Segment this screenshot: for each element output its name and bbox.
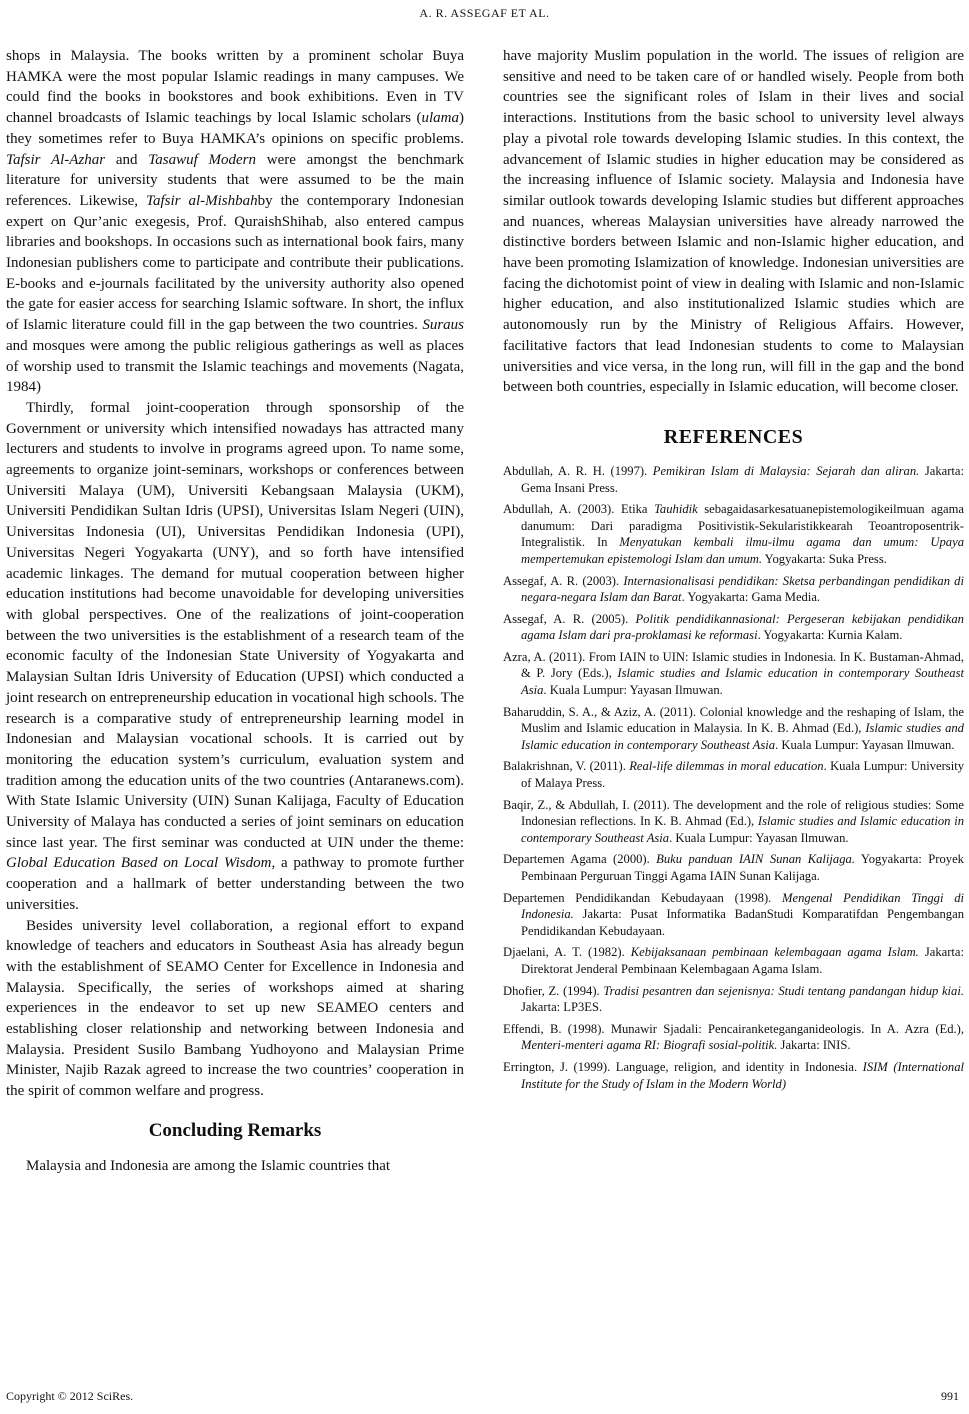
reference-entry: [503, 1021, 964, 1054]
text-run: Departemen Agama (2000).: [503, 852, 657, 867]
italic-text: Pemikiran Islam di Malaysia: Sejarah dan aliran.: [652, 463, 920, 478]
reference-entry: [503, 758, 964, 791]
reference-entry: [503, 501, 964, 567]
text-run: by the contemporary Indonesian expert on Qur’anic exegesis, Prof. QuraishShihab, also entered campus libraries and bookshops. In occasions such as international book fairs, many Indonesian publishers come to participate and contribute their publications. E-books and e-journals facilitated by the university authority also opened the gate for easier access for searching Islamic software. In short, the influx of Islamic literature could fill in the gap between the two countries.: [6, 192, 464, 334]
references-heading: REFERENCES: [663, 425, 804, 448]
italic-text: ulama: [421, 110, 459, 127]
section-heading: Concluding Remarks: [148, 1119, 322, 1141]
text-run: Azra, A. (2011). From IAIN to UIN: Islamic studies in Indonesia. In K. Bustaman-Ahmad, & P. Jory (Eds.),: [503, 649, 964, 681]
text-run: Besides university level collaboration, a regional effort to expand knowledge of teachers and educators in Southeast Asia has already begun with the establishment of SEAMO Center for Excellence in Indonesia and Malaysia. Specifically, the series of workshops aimed at sharing experiences in the endeavor to set up new SEAMEO centers and establishing closer relationship and networking between Indonesia and Malaysia. President Susilo Bambang Yudhoyono and Malaysian Prime Minister, Najib Razak agreed to increase the two countries’ cooperation in the spirit of common welfare and progress.: [6, 917, 464, 1100]
left-column: [6, 46, 464, 1177]
reference-list: [503, 463, 964, 1092]
text-run: and mosques were among the public religious gatherings as well as places of worship used to transmit the Islamic teachings and movements (Nagata, 1984): [6, 337, 464, 396]
italic-text: ISIM (International Institute for the Study of Islam in the Modern World): [521, 1059, 964, 1091]
text-run: Assegaf, A. R. (2003).: [503, 573, 624, 588]
copyright-notice: Copyright © 2012 SciRes.: [6, 1389, 134, 1403]
text-run: sebagaidasarkesatuanepistemologikeilmuan agama danumum: Dari paradigma Positivistik-Sekularistikkearah Teoantroposentrik-Integralistik. In: [521, 502, 964, 550]
text-run: Baharuddin, S. A., & Aziz, A. (2011). Colonial knowledge and the reshaping of Islam, the Muslim and Islamic education in Malaysia. In K. B. Ahmad (Ed.),: [503, 704, 964, 736]
text-run: Jakarta: Direktorat Jenderal Pembinaan Kelembagaan Agama Islam.: [521, 945, 964, 976]
text-run: ) they sometimes refer to Buya HAMKA’s opinions on specific problems.: [6, 110, 464, 147]
reference-entry: [503, 797, 964, 847]
italic-text: Tradisi pesantren dan sejenisnya: Studi tentang pandangan hidup kiai.: [603, 983, 964, 998]
reference-entry: [503, 611, 964, 644]
text-run: Baqir, Z., & Abdullah, I. (2011). The development and the role of religious studies: Some Indonesian reflections. In K. B. Ahmad (Ed.),: [503, 797, 964, 829]
text-run: Abdullah, A. (2003). Etika: [503, 502, 655, 517]
body-paragraph: [6, 46, 464, 398]
italic-text: Politik pendidikannasional: Pergeseran kebijakan pendidikan agama Islam dari pra-proklamasi ke reformasi: [521, 611, 964, 643]
italic-text: Islamic studies and Islamic education in contemporary Southeast Asia: [521, 666, 964, 698]
text-run: Yogyakarta: Proyek Pembinaan Perguruan Tinggi Agama IAIN Sunan Kalijaga.: [521, 852, 964, 884]
reference-entry: [503, 704, 964, 754]
text-run: . Kuala Lumpur: University of Malaya Press.: [521, 759, 964, 791]
reference-entry: [503, 573, 964, 606]
italic-text: Tauhidik: [654, 502, 698, 517]
text-run: Assegaf, A. R. (2005).: [503, 611, 636, 626]
italic-text: Tafsir al-Mishbah: [146, 192, 258, 209]
reference-entry: [503, 983, 964, 1016]
text-run: . Kuala Lumpur: Yayasan Ilmuwan.: [543, 683, 723, 698]
text-run: . Yogyakarta: Kurnia Kalam.: [757, 628, 903, 643]
italic-text: Islamic studies and Islamic education in contemporary Southeast Asia: [521, 721, 964, 752]
text-run: , a pathway to promote further cooperation and a hallmark of better understanding between the two universities.: [6, 855, 464, 913]
text-run: Errington, J. (1999). Language, religion, and identity in Indonesia.: [503, 1059, 863, 1074]
body-paragraph: [6, 916, 464, 1102]
page-number: 991: [941, 1389, 959, 1403]
body-paragraph: Malaysia and Indonesia are among the Islamic countries that: [26, 1157, 391, 1174]
italic-text: Islamic studies and Islamic education in contemporary Southeast Asia: [521, 814, 964, 845]
body-paragraph: [6, 398, 464, 916]
text-run: Djaelani, A. T. (1982).: [503, 945, 631, 960]
text-run: . Kuala Lumpur: Yayasan Ilmuwan.: [775, 737, 955, 752]
italic-text: Real-life dilemmas in moral education: [629, 759, 824, 774]
italic-text: Suraus: [422, 317, 464, 334]
reference-entry: [503, 1059, 964, 1092]
reference-entry: [503, 944, 964, 977]
italic-text: Kebijaksanaan pembinaan kelembagaan agama Islam.: [630, 945, 919, 960]
text-run: . Kuala Lumpur: Yayasan Ilmuwan.: [669, 830, 849, 845]
text-run: Jakarta: Gema Insani Press.: [521, 463, 964, 495]
reference-entry: [503, 649, 964, 699]
reference-entry: [503, 890, 964, 940]
italic-text: Mengenal Pendidikan Tinggi di Indonesia.: [521, 890, 964, 922]
right-column: [503, 46, 964, 1097]
text-run: shops in Malaysia. The books written by a prominent scholar Buya HAMKA were the most popular Islamic readings in many campuses. We could find the books in bookstores and book exhibitions. Even in TV channel broadcasts of Islamic teachings by local Islamic scholars (: [6, 48, 464, 127]
text-run: . Yogyakarta: Gama Media.: [681, 590, 821, 605]
italic-text: Global Education Based on Local Wisdom: [6, 855, 272, 872]
text-run: were amongst the benchmark literature for university students that were assumed to be the main references. Likewise,: [6, 151, 464, 209]
text-run: Effendi, B. (1998). Munawir Sjadali: Pencairanketeganganideologis. In A. Azra (Ed.),: [503, 1021, 964, 1036]
reference-entry: [503, 851, 964, 884]
italic-text: Internasionalisasi pendidikan: Sketsa perbandingan pendidikan di negara-negara Islam dan Barat: [521, 573, 964, 605]
reference-entry: [503, 463, 964, 496]
body-paragraph: have majority Muslim population in the world. The issues of religion are sensitive and need to be taken care of or handled wisely. People from both countries see the significant roles of Islam in their lives and social interactions. Institutions from the basic school to university level always play a pivotal role towards developing Islamic studies. In this context, the advancement of Islamic studies in higher education may be considered as the increasing influence of Islamic society. Malaysia and Indonesia have similar outlook towards developing Islamic studies but different approaches and nuances, whereas Malaysian universities have already narrowed the distinctive borders between Islamic and non-Islamic higher education, and have been promoting Islamization of knowledge. Indonesian universities are facing the dichotomist point of view in dealing with Islamic and non-Islamic higher education, and also institutionalized Islamic studies which are autonomously run by the Ministry of Religious Affairs. However, facilitative factors that lead Indonesian students to come to Malaysian universities and vice versa, in the long run, will fill in the gap and the bond between both countries, especially in Islamic education, will become closer.: [503, 48, 964, 396]
italic-text: Menyatukan kembali ilmu-ilmu agama dan umum: Upaya mempertemukan epistemologi Islam dan umum.: [521, 535, 964, 566]
text-run: Jakarta: INIS.: [777, 1038, 851, 1053]
text-run: Balakrishnan, V. (2011).: [503, 759, 630, 774]
text-run: Departemen Pendidikandan Kebudayaan (1998).: [503, 890, 783, 905]
running-head: A. R. ASSEGAF ET AL.: [419, 6, 550, 20]
italic-text: Tasawuf Modern: [148, 151, 257, 168]
text-run: Dhofier, Z. (1994).: [503, 983, 604, 998]
italic-text: Buku panduan IAIN Sunan Kalijaga.: [656, 852, 855, 867]
text-run: Abdullah, A. R. H. (1997).: [503, 463, 653, 478]
text-run: Yogyakarta: Suka Press.: [762, 551, 887, 566]
italic-text: Menteri-menteri agama RI: Biografi sosial-politik.: [521, 1038, 778, 1053]
text-run: Jakarta: LP3ES.: [521, 1000, 603, 1015]
text-run: Thirdly, formal joint-cooperation through sponsorship of the Government or university which intensified nowadays has attracted many lecturers and students to involve in programs agreed upon. To name some, agreements to organize joint-seminars, workshops or conferences between Universiti Malaya (UM), Universiti Kebangsaan Malaysia (UKM), Universiti Pendidikan Sultan Idris (UPSI), Universitas Islam Negeri (UIN), Universitas Indonesia (UI), Universitas Pendidikan Indonesia (UPI), Universitas Negeri Yogyakarta (UNY), and so forth have intensified academic linkages. The demand for mutual cooperation between higher education institutions had become unavoidable for developing universities with global perspectives. One of the realizations of joint-cooperation between the two universities is the establishment of a research team of the economic faculty of the Indonesian State University of Yogyakarta and Malaysian Sultan Idris University of Education (UPSI) which conducted a joint research on entrepreneurship education in vocational high schools. The research is a comparative study of entrepreneurship learning model in Indonesian and Malaysian vocational schools. It is carried out by monitoring the education system’s curriculum, evaluation system and tradition among the education units of the two countries (Antaranews.com). With State Islamic University (UIN) Sunan Kalijaga, Faculty of Education University of Malaya has conducted a series of joint seminars on education since last year. The first seminar was conducted at UIN under the theme:: [6, 399, 464, 851]
text-run: and: [105, 151, 149, 168]
text-run: Jakarta: Pusat Informatika BadanStudi Komparatifdan Pengembangan Pendidikandan Kebudayaan.: [521, 907, 964, 938]
italic-text: Tafsir Al-Azhar: [6, 151, 106, 168]
